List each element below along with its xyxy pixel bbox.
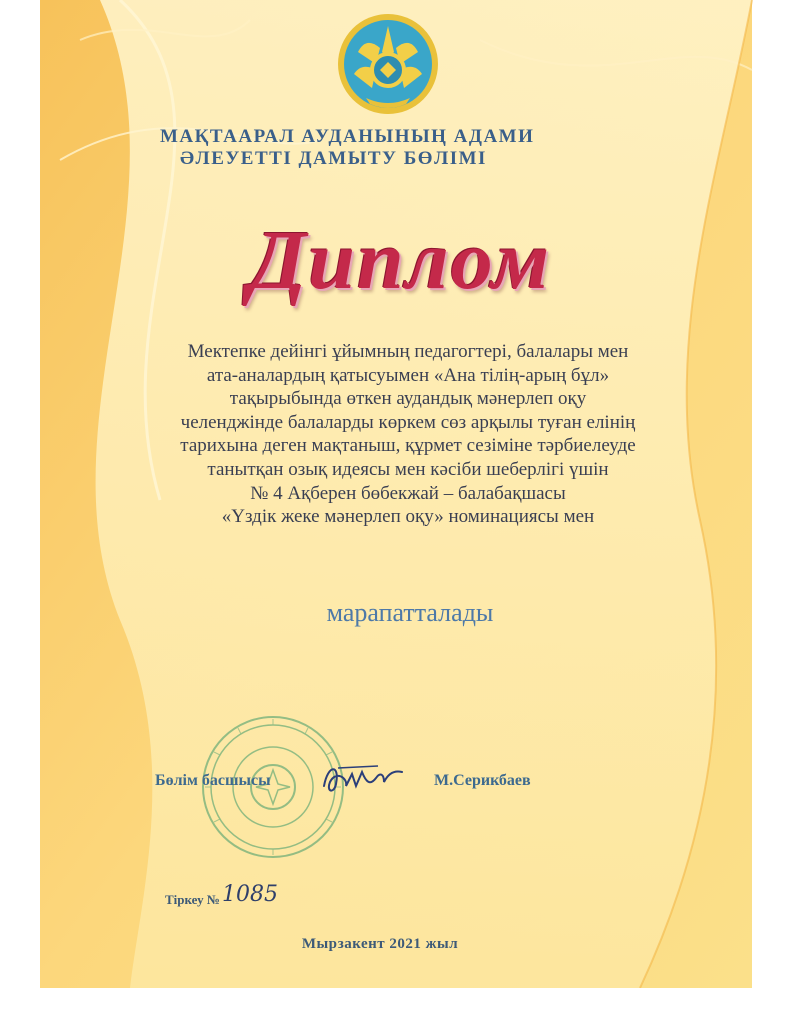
awarded-text: марапатталады (326, 598, 494, 627)
citation-line: тақырыбында өткен аудандық мәнерлеп оқу (229, 388, 587, 410)
organization-line-2: ӘЛЕУЕТТІ ДАМЫТУ БӨЛІМІ (180, 148, 487, 169)
citation-text (118, 340, 698, 529)
citation-line: «Үздік жеке мәнерлеп оқу» номинациясы мен (221, 506, 595, 528)
diploma-title: Диплом (248, 214, 552, 307)
registration-number: 1085 (222, 882, 278, 907)
citation-line: Мектепке дейінгі ұйымның педагогтері, балалары мен (187, 341, 629, 362)
signatory-name: М.Серикбаев (434, 772, 531, 789)
citation-line: ата-аналардың қатысуымен «Ана тілің-арың бұл» (206, 364, 610, 386)
handwritten-signature-icon (318, 756, 408, 802)
citation-line: № 4 Ақберен бөбекжай – балабақшасы (250, 482, 566, 504)
signature-label: Бөлім басшысы (155, 772, 271, 789)
citation-line: тарихына деген мақтаныш, құрмет сезіміне тәрбиелеуде (180, 435, 636, 457)
citation-line: челенджінде балаларды көркем сөз арқылы туған елінің (180, 411, 636, 433)
kazakhstan-emblem-icon (336, 12, 440, 116)
organization-line-1: МАҚТААРАЛ АУДАНЫНЫҢ АДАМИ (160, 126, 535, 147)
place-and-year: Мырзакент 2021 жыл (301, 936, 459, 952)
registration-label: Тіркеу № (165, 892, 220, 907)
citation-line: танытқан озық идеясы мен кәсіби шеберлігі үшін (207, 458, 609, 480)
